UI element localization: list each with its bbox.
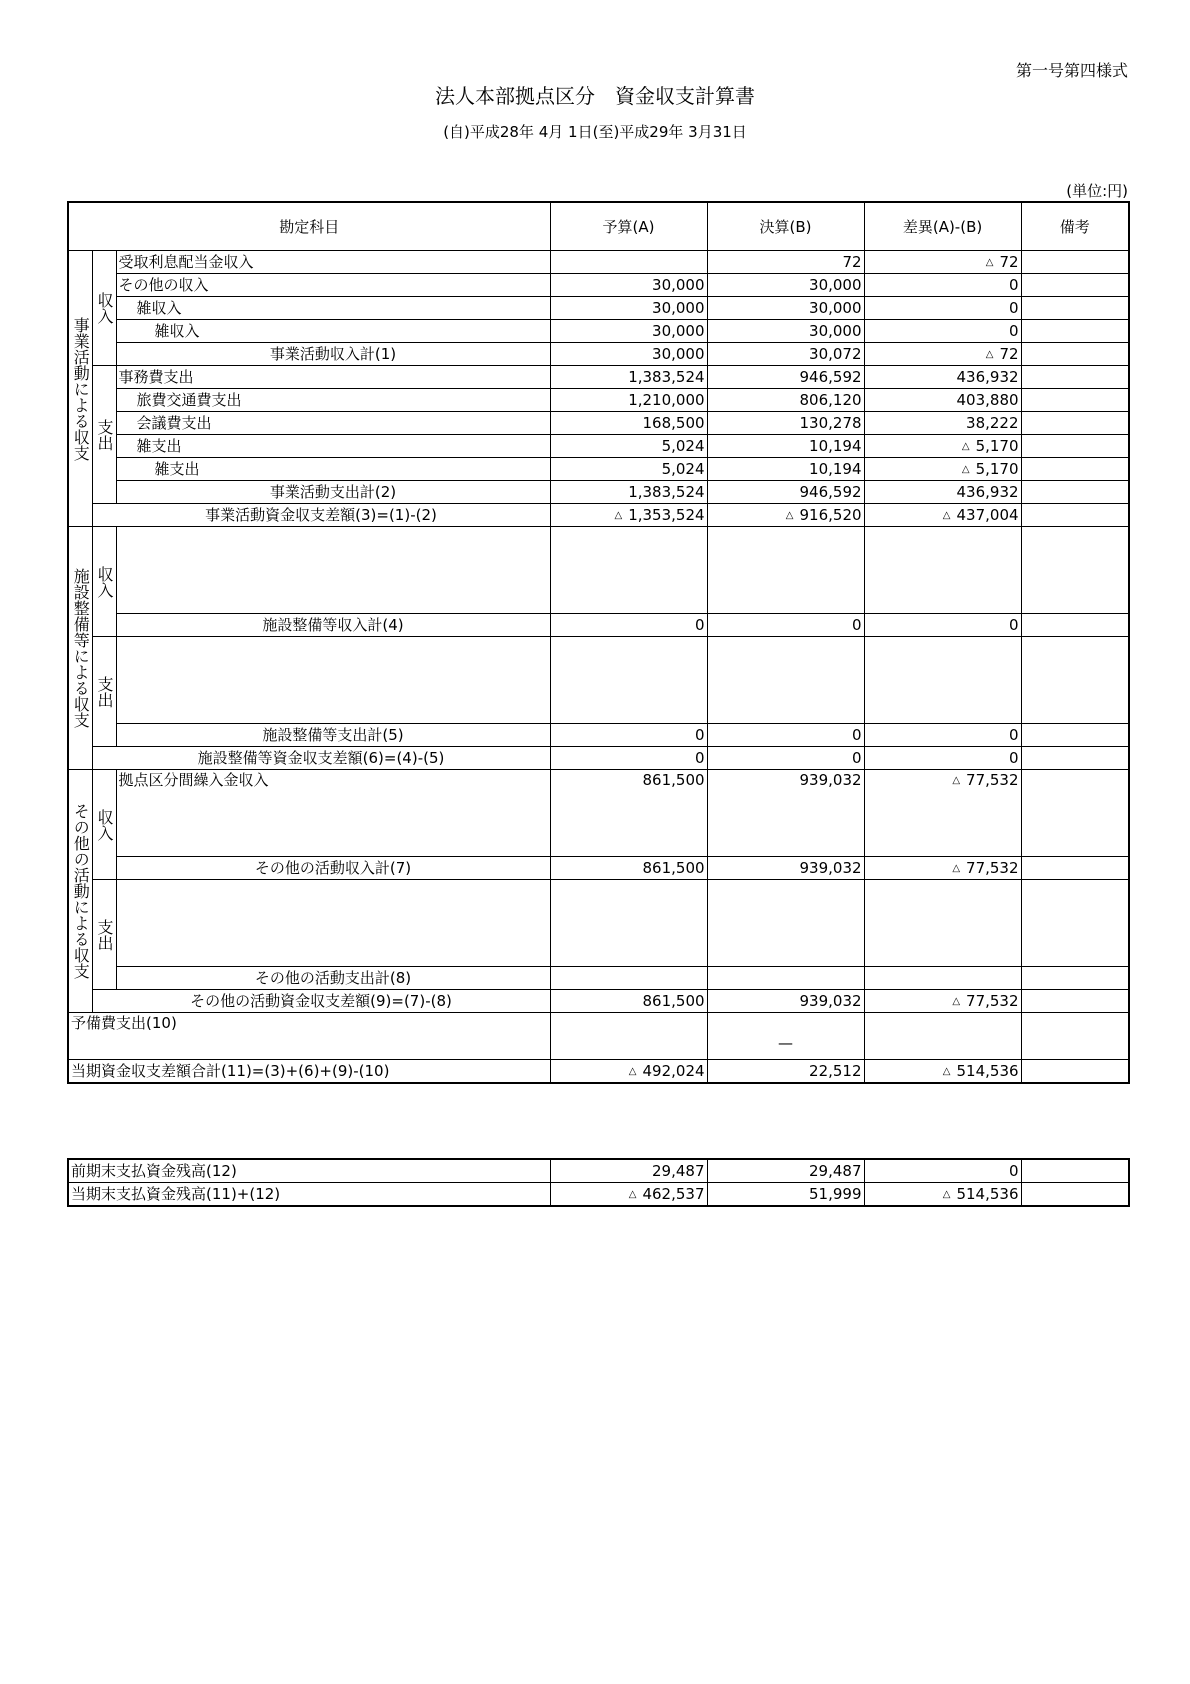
- cell-diff: 0: [864, 614, 1021, 637]
- cell-actual: 939,032: [707, 990, 864, 1013]
- cell-budget: 30,000: [550, 320, 707, 343]
- table-row-reserve: [68, 1013, 1129, 1060]
- row-label: [116, 527, 550, 614]
- table-row-total: [68, 857, 1129, 880]
- cell-actual: 0: [707, 614, 864, 637]
- cell-note: [1021, 857, 1129, 880]
- table-row: [68, 1159, 1129, 1183]
- cell-budget: 861,500: [550, 770, 707, 857]
- cell-budget: 1,210,000: [550, 389, 707, 412]
- row-label: 前期末支払資金残高(12): [68, 1159, 550, 1183]
- cell-note: [1021, 770, 1129, 857]
- col-diff: 差異(A)-(B): [864, 202, 1021, 251]
- table-row-total: [68, 967, 1129, 990]
- cell-note: [1021, 412, 1129, 435]
- cell-diff: [864, 990, 1021, 1013]
- cell-diff-value: 437,004: [956, 505, 1019, 524]
- cell-diff: [864, 435, 1021, 458]
- section-other: その他の活動による収支: [68, 770, 92, 1013]
- section-facility: 施設整備等による収支: [68, 527, 92, 770]
- table-row: [68, 366, 1129, 389]
- table-row: [68, 412, 1129, 435]
- row-label: 施設整備等支出計(5): [116, 724, 550, 747]
- section-business: 事業活動による収支: [68, 251, 92, 527]
- cell-note: [1021, 1060, 1129, 1084]
- table-row-empty: [68, 880, 1129, 967]
- cell-actual: 130,278: [707, 412, 864, 435]
- row-label: その他の活動資金収支差額(9)=(7)-(8): [92, 990, 550, 1013]
- sub-expense: 支出: [92, 880, 116, 990]
- table-row-grand-total: [68, 1060, 1129, 1084]
- cell-note: [1021, 389, 1129, 412]
- cell-note: [1021, 1183, 1129, 1207]
- unit-label: (単位:円): [1066, 182, 1128, 200]
- cell-diff: [864, 527, 1021, 614]
- col-budget: 予算(A): [550, 202, 707, 251]
- cell-budget: [550, 1013, 707, 1060]
- cell-diff: 38,222: [864, 412, 1021, 435]
- cell-diff: 436,932: [864, 366, 1021, 389]
- cell-note: [1021, 297, 1129, 320]
- cell-diff: [864, 880, 1021, 967]
- cell-note: [1021, 724, 1129, 747]
- cell-note: [1021, 1159, 1129, 1183]
- cell-note: [1021, 967, 1129, 990]
- cell-note: [1021, 637, 1129, 724]
- row-label: [116, 880, 550, 967]
- cell-diff-value: 5,170: [975, 436, 1019, 455]
- table-row: [68, 274, 1129, 297]
- table-row-empty: [68, 637, 1129, 724]
- cell-diff: [864, 1060, 1021, 1084]
- cell-diff: 0: [864, 1159, 1021, 1183]
- cell-actual: 0: [707, 747, 864, 770]
- cell-budget: [550, 880, 707, 967]
- row-label: その他の収入: [116, 274, 550, 297]
- cell-budget: 30,000: [550, 274, 707, 297]
- triangle-icon: △: [952, 995, 961, 1007]
- cell-note: [1021, 614, 1129, 637]
- cell-diff-value: 5,170: [975, 459, 1019, 478]
- triangle-icon: △: [628, 1065, 637, 1077]
- cell-actual: [707, 967, 864, 990]
- statement-table: [67, 201, 1130, 1084]
- row-label: 雑収入: [116, 320, 550, 343]
- row-label: 施設整備等資金収支差額(6)=(4)-(5): [92, 747, 550, 770]
- row-label: 施設整備等収入計(4): [116, 614, 550, 637]
- table-row-balance: [68, 504, 1129, 527]
- cell-diff-value: 77,532: [966, 991, 1019, 1010]
- cell-budget: [550, 637, 707, 724]
- cell-note: [1021, 343, 1129, 366]
- balance-table: [67, 1158, 1130, 1207]
- cell-note: [1021, 527, 1129, 614]
- triangle-icon: △: [961, 440, 970, 452]
- table-row-total: [68, 614, 1129, 637]
- row-label: 雑支出: [116, 435, 550, 458]
- cell-budget: 1,383,524: [550, 366, 707, 389]
- table-row-balance: [68, 990, 1129, 1013]
- cell-budget: 0: [550, 724, 707, 747]
- cell-budget: 30,000: [550, 343, 707, 366]
- cell-diff-value: 77,532: [966, 771, 1019, 789]
- cell-diff: 0: [864, 320, 1021, 343]
- table-row-total: [68, 724, 1129, 747]
- cell-diff-value: 77,532: [966, 858, 1019, 877]
- cell-diff: [864, 1183, 1021, 1207]
- cell-budget: 861,500: [550, 990, 707, 1013]
- triangle-icon: △: [985, 348, 994, 360]
- form-number: 第一号第四様式: [1015, 61, 1128, 80]
- row-label: 事業活動資金収支差額(3)=(1)-(2): [92, 504, 550, 527]
- table-row: [68, 251, 1129, 274]
- cell-diff: 0: [864, 747, 1021, 770]
- cell-note: [1021, 274, 1129, 297]
- cell-budget: [550, 1060, 707, 1084]
- cell-actual: 939,032: [707, 857, 864, 880]
- col-account: 勘定科目: [68, 202, 550, 251]
- table-row-empty: [68, 527, 1129, 614]
- cell-actual: 946,592: [707, 481, 864, 504]
- cell-diff: [864, 1013, 1021, 1060]
- cell-actual: [707, 504, 864, 527]
- cell-actual: [707, 880, 864, 967]
- cell-actual: 946,592: [707, 366, 864, 389]
- cell-diff: [864, 458, 1021, 481]
- cell-budget: [550, 504, 707, 527]
- cell-diff: 403,880: [864, 389, 1021, 412]
- cell-note: [1021, 251, 1129, 274]
- cell-actual: 22,512: [707, 1060, 864, 1084]
- cell-note: [1021, 747, 1129, 770]
- row-label: その他の活動支出計(8): [116, 967, 550, 990]
- table-row: [68, 770, 1129, 857]
- row-label: 当期資金収支差額合計(11)=(3)+(6)+(9)-(10): [68, 1060, 550, 1084]
- cell-actual: 72: [707, 251, 864, 274]
- triangle-icon: △: [942, 1188, 951, 1200]
- cell-actual: [707, 637, 864, 724]
- row-label: 事業活動収入計(1): [116, 343, 550, 366]
- table-row: [68, 458, 1129, 481]
- cell-diff: [864, 857, 1021, 880]
- cell-actual: 806,120: [707, 389, 864, 412]
- row-label: 会議費支出: [116, 412, 550, 435]
- cell-diff: 436,932: [864, 481, 1021, 504]
- table-row-total: [68, 481, 1129, 504]
- cell-actual: 30,000: [707, 320, 864, 343]
- triangle-icon: △: [942, 509, 951, 521]
- cell-budget-value: 1,353,524: [628, 505, 705, 524]
- cell-budget: [550, 527, 707, 614]
- triangle-icon: △: [985, 256, 994, 268]
- cell-diff-value: 72: [999, 344, 1019, 363]
- sub-income: 収入: [92, 770, 116, 880]
- sub-income: 収入: [92, 251, 116, 366]
- triangle-icon: △: [942, 1065, 951, 1077]
- cell-note: [1021, 880, 1129, 967]
- sub-expense: 支出: [92, 637, 116, 747]
- cell-note: [1021, 990, 1129, 1013]
- col-note: 備考: [1021, 202, 1129, 251]
- cell-diff: 0: [864, 724, 1021, 747]
- col-actual: 決算(B): [707, 202, 864, 251]
- cell-budget-value: 492,024: [642, 1061, 705, 1080]
- cell-actual: 10,194: [707, 458, 864, 481]
- table-row: [68, 435, 1129, 458]
- cell-diff: [864, 343, 1021, 366]
- table-row-total: [68, 343, 1129, 366]
- triangle-icon: △: [614, 509, 623, 521]
- cell-actual: 30,000: [707, 274, 864, 297]
- triangle-icon: △: [961, 463, 970, 475]
- cell-budget: 5,024: [550, 435, 707, 458]
- header-row: [68, 202, 1129, 251]
- cell-budget: [550, 1183, 707, 1207]
- row-label: 拠点区分間繰入金収入: [116, 770, 550, 857]
- page-title: 法人本部拠点区分 資金収支計算書: [435, 84, 755, 108]
- cell-budget: 168,500: [550, 412, 707, 435]
- cell-budget: 5,024: [550, 458, 707, 481]
- dash-mark: —: [778, 1034, 794, 1052]
- cell-actual: 29,487: [707, 1159, 864, 1183]
- cell-diff: [864, 967, 1021, 990]
- cell-budget: [550, 967, 707, 990]
- cell-diff: [864, 251, 1021, 274]
- cell-diff: [864, 504, 1021, 527]
- row-label: 旅費交通費支出: [116, 389, 550, 412]
- row-label: 事務費支出: [116, 366, 550, 389]
- table-row-balance: [68, 747, 1129, 770]
- cell-actual: [707, 527, 864, 614]
- table-row: [68, 320, 1129, 343]
- cell-note: [1021, 320, 1129, 343]
- sub-expense: 支出: [92, 366, 116, 504]
- cell-budget: 0: [550, 614, 707, 637]
- cell-diff: 0: [864, 297, 1021, 320]
- cell-actual: 939,032: [707, 770, 864, 857]
- row-label: [116, 637, 550, 724]
- cell-note: [1021, 481, 1129, 504]
- cell-diff: [864, 770, 1021, 857]
- triangle-icon: △: [785, 509, 794, 521]
- table-row: [68, 1183, 1129, 1207]
- cell-diff-value: 514,536: [956, 1061, 1019, 1080]
- row-label: 雑収入: [116, 297, 550, 320]
- cell-diff: 0: [864, 274, 1021, 297]
- cell-actual: 10,194: [707, 435, 864, 458]
- cell-actual: 30,000: [707, 297, 864, 320]
- triangle-icon: △: [952, 775, 961, 786]
- cell-note: [1021, 435, 1129, 458]
- table-row: [68, 297, 1129, 320]
- cell-note: [1021, 504, 1129, 527]
- cell-diff-value: 514,536: [956, 1184, 1019, 1203]
- cell-budget: 0: [550, 747, 707, 770]
- cell-actual: 30,072: [707, 343, 864, 366]
- cell-actual-value: 916,520: [799, 505, 862, 524]
- cell-budget: 29,487: [550, 1159, 707, 1183]
- cell-diff: [864, 637, 1021, 724]
- cell-budget-value: 462,537: [642, 1184, 705, 1203]
- row-label: その他の活動収入計(7): [116, 857, 550, 880]
- cell-actual: [707, 1013, 864, 1060]
- row-label: 当期末支払資金残高(11)+(12): [68, 1183, 550, 1207]
- row-label: 予備費支出(10): [68, 1013, 550, 1060]
- triangle-icon: △: [628, 1188, 637, 1200]
- cell-budget: 30,000: [550, 297, 707, 320]
- cell-budget: 1,383,524: [550, 481, 707, 504]
- row-label: 受取利息配当金収入: [116, 251, 550, 274]
- sub-income: 収入: [92, 527, 116, 637]
- cell-note: [1021, 458, 1129, 481]
- period: (自)平成28年 4月 1日(至)平成29年 3月31日: [443, 123, 747, 141]
- cell-note: [1021, 1013, 1129, 1060]
- cell-budget: [550, 251, 707, 274]
- row-label: 事業活動支出計(2): [116, 481, 550, 504]
- cell-actual: 0: [707, 724, 864, 747]
- triangle-icon: △: [952, 862, 961, 874]
- table-row: [68, 389, 1129, 412]
- cell-diff-value: 72: [999, 252, 1019, 271]
- cell-actual: 51,999: [707, 1183, 864, 1207]
- row-label: 雑支出: [116, 458, 550, 481]
- cell-budget: 861,500: [550, 857, 707, 880]
- cell-note: [1021, 366, 1129, 389]
